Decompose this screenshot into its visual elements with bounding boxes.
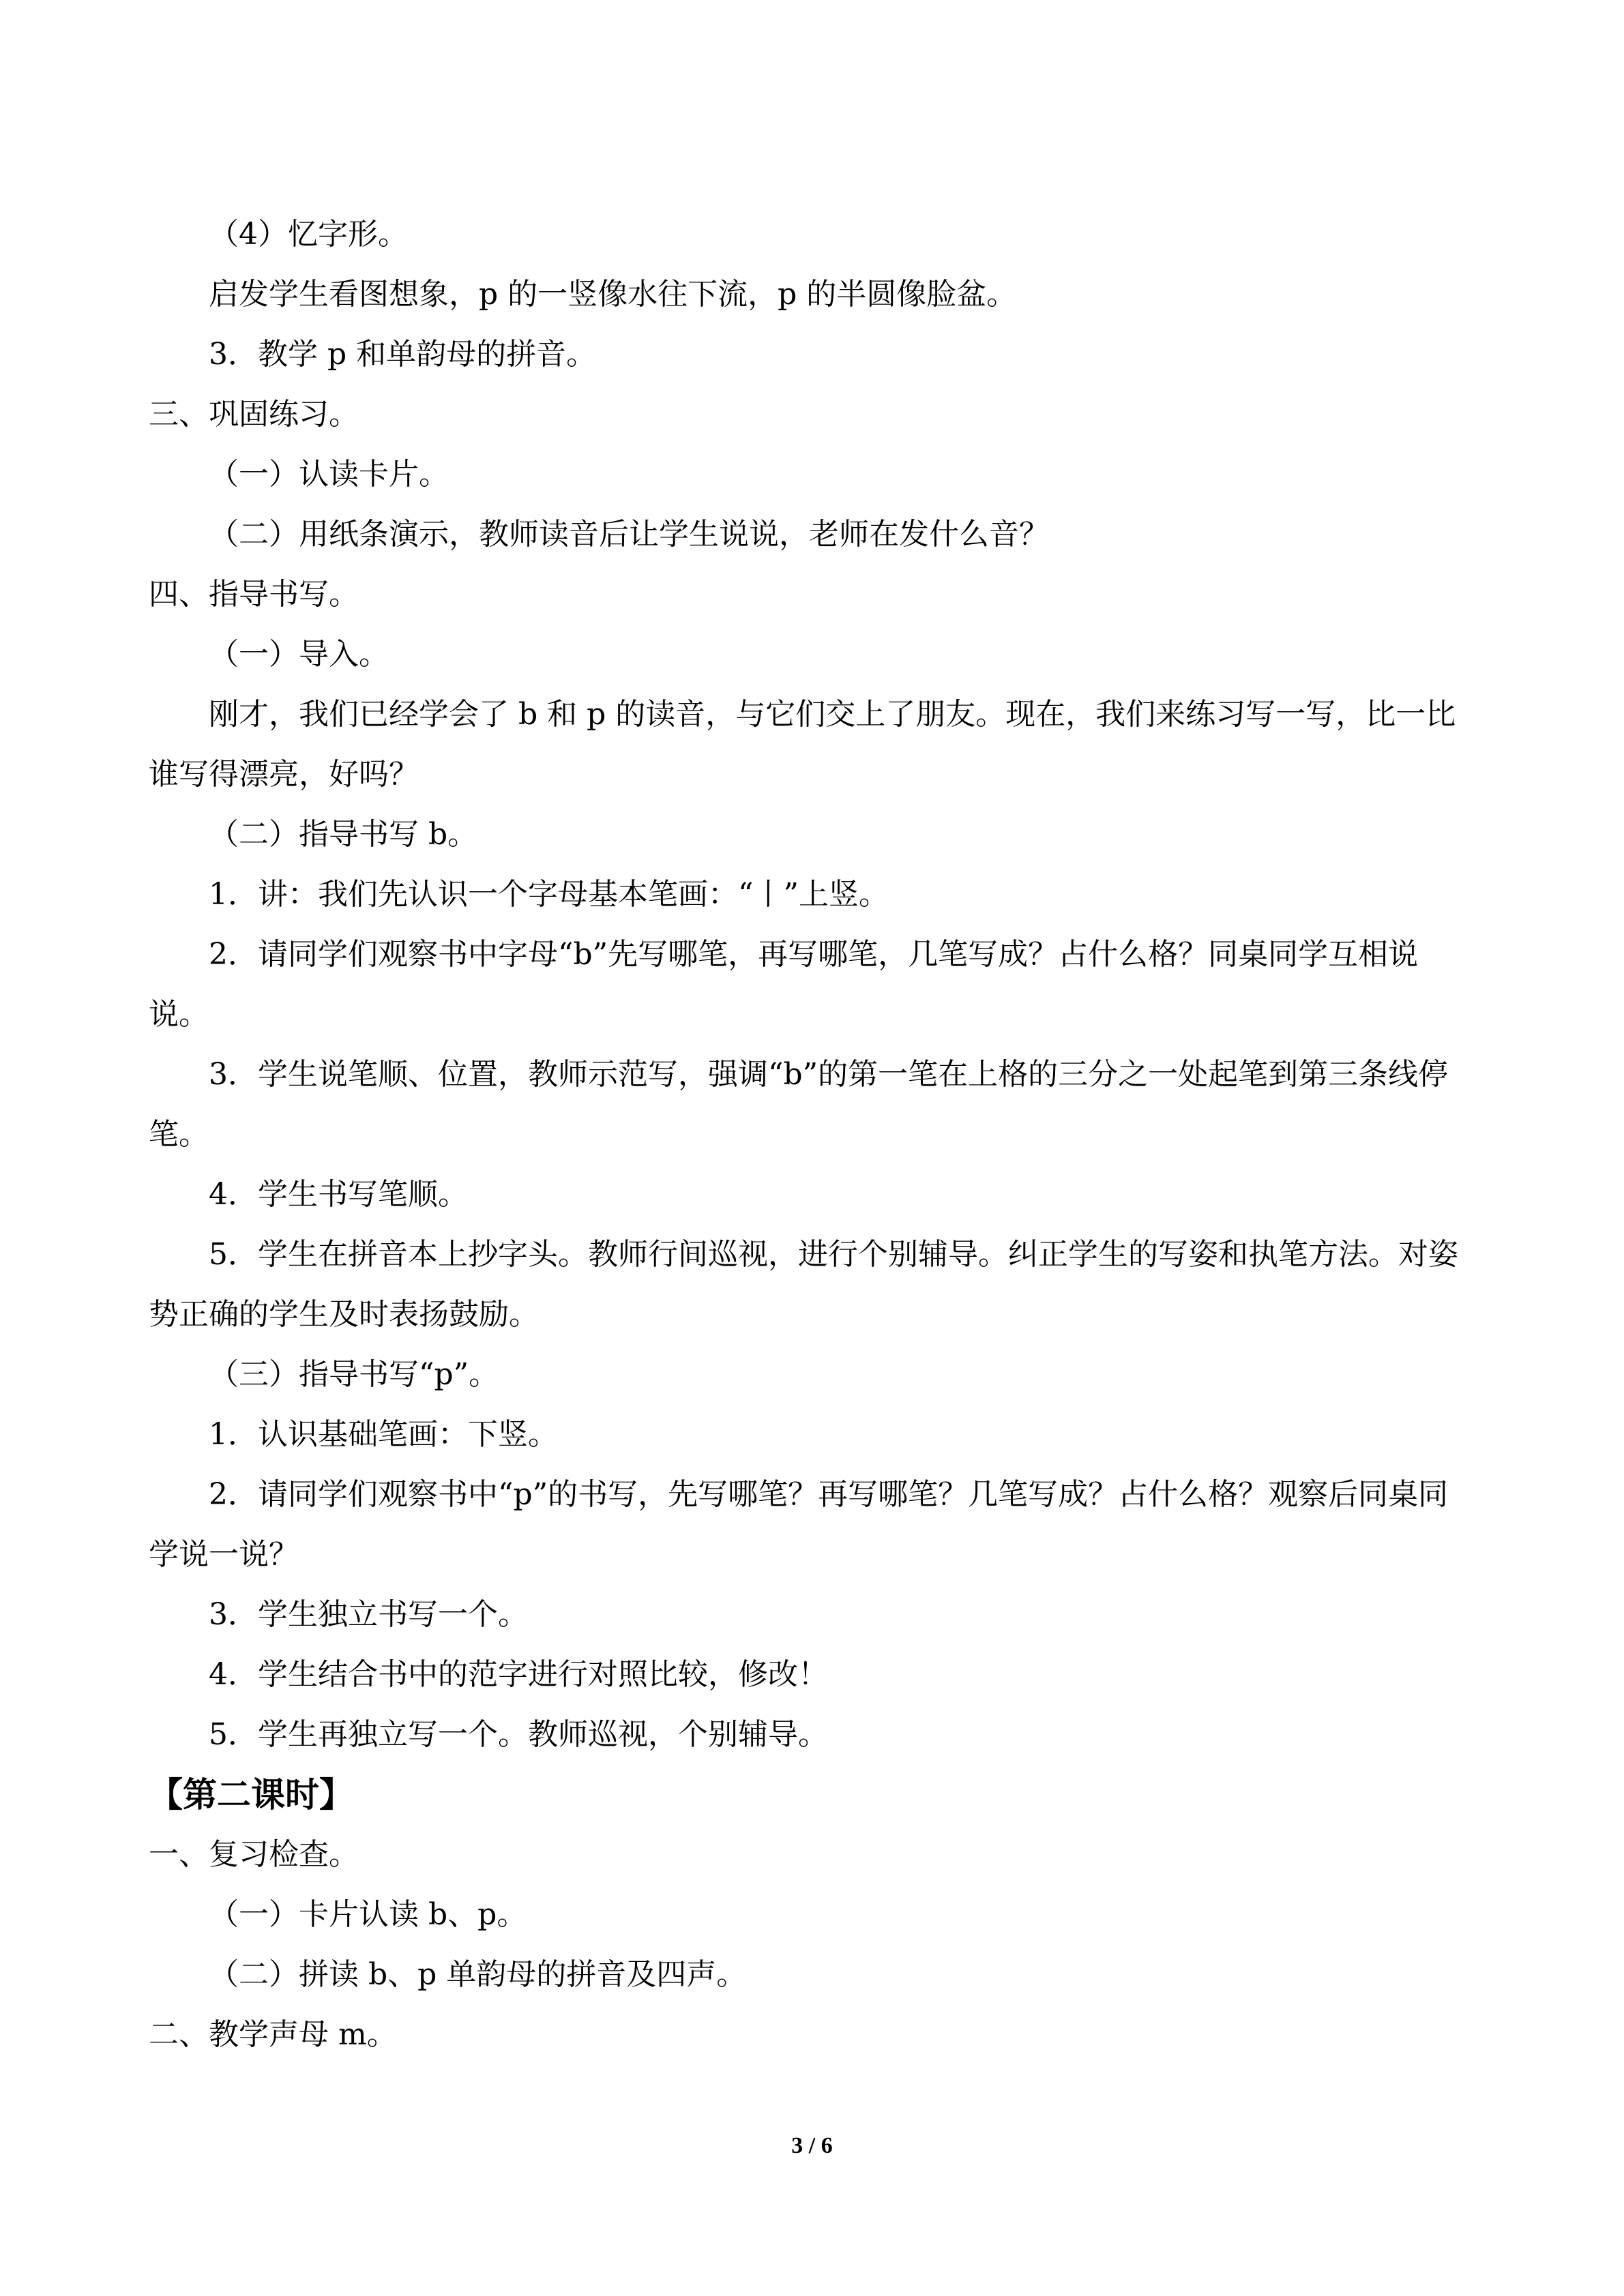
paragraph: （一）导入。 xyxy=(209,637,389,672)
paragraph: 4．学生结合书中的范字进行对照比较，修改！ xyxy=(209,1657,828,1692)
section-heading: 二、教学声母 m。 xyxy=(149,2017,397,2052)
paragraph: （一）卡片认读 b、p。 xyxy=(209,1897,527,1932)
section-heading: 四、指导书写。 xyxy=(149,577,359,612)
paragraph: 2．请同学们观察书中字母“b”先写哪笔，再写哪笔，几笔写成？占什么格？同桌同学互相说说。 xyxy=(149,937,1419,1032)
paragraph: 5．学生在拼音本上抄字头。教师行间巡视，进行个别辅导。纠正学生的写姿和执笔方法。对姿势正确的学生及时表扬鼓励。 xyxy=(149,1237,1458,1332)
section-heading: 三、巩固练习。 xyxy=(149,397,359,432)
section-heading: 一、复习检查。 xyxy=(149,1837,359,1872)
paragraph: 5．学生再独立写一个。教师巡视，个别辅导。 xyxy=(209,1717,828,1752)
paragraph: 4．学生书写笔顺。 xyxy=(209,1177,468,1212)
paragraph: （二）拼读 b、p 单韵母的拼音及四声。 xyxy=(209,1957,747,1992)
paragraph: 3．学生说笔顺、位置，教师示范写，强调“b”的第一笔在上格的三分之一处起笔到第三条线停笔。 xyxy=(149,1057,1449,1152)
paragraph: 1．认识基础笔画：下竖。 xyxy=(209,1417,558,1452)
paragraph: 3．学生独立书写一个。 xyxy=(209,1597,528,1632)
paragraph: （二）用纸条演示，教师读音后让学生说说，老师在发什么音？ xyxy=(209,517,1049,552)
paragraph: （二）指导书写 b。 xyxy=(209,817,478,852)
paragraph: （三）指导书写“p”。 xyxy=(209,1357,499,1392)
paragraph: （一）认读卡片。 xyxy=(209,457,449,492)
paragraph: 2．请同学们观察书中“p”的书写，先写哪笔？再写哪笔？几笔写成？占什么格？观察后同桌同学说一说？ xyxy=(149,1477,1449,1572)
page-number: 3 / 6 xyxy=(791,2133,833,2158)
paragraph: 刚才，我们已经学会了 b 和 p 的读音，与它们交上了朋友。现在，我们来练习写一写，比一比谁写得漂亮，好吗？ xyxy=(149,697,1456,792)
paragraph: 3．教学 p 和单韵母的拼音。 xyxy=(209,337,597,372)
paragraph: 1．讲：我们先认识一个字母基本笔画：“丨”上竖。 xyxy=(209,877,889,912)
document-body xyxy=(149,205,1458,2065)
lesson-heading: 【第二课时】 xyxy=(149,1775,353,1815)
paragraph: （4）忆字形。 xyxy=(209,217,408,252)
paragraph: 启发学生看图想象，p 的一竖像水往下流，p 的半圆像脸盆。 xyxy=(209,277,1017,312)
